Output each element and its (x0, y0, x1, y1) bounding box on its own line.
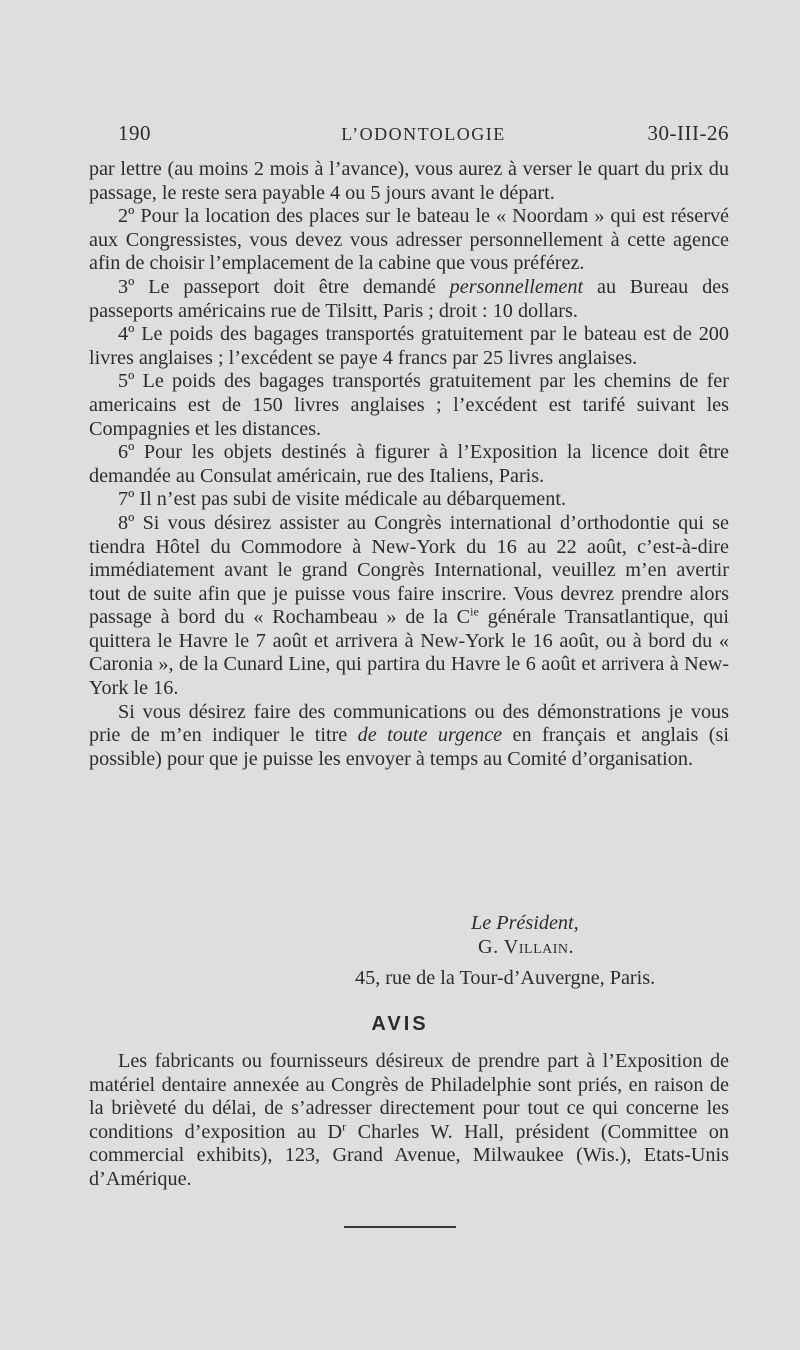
paragraph-item-2: 2º Pour la location des places sur le bateau le « Noordam » qui est réservé aux Congressistes, vous devez vous adresser personnellement à cette agence afin de choisir l’emplacement de la cabine que vous préférez. (89, 205, 729, 275)
paragraph-item-3-text-b: au Bureau des passeports américains rue de Tilsitt, Paris ; droit : 10 dollars. (89, 275, 729, 322)
emphasis-urgence: de toute urgence (357, 724, 503, 747)
signature-title (89, 911, 729, 935)
avis-heading: AVIS (371, 1013, 429, 1035)
paragraph-item-8-text-a: 8º Si vous désirez assister au Congrès international d’orthodontie qui se tiendra Hôtel du Commodore à New-York du 16 au 22 août, c’est-à-dire immédiatement avant le grand Congrès International, veuillez m’en avertir tout de suite afin que je puisse vous faire inscrire. Vous devrez prendre alors passage à bord du « Rochambeau » de la C (89, 511, 729, 629)
paragraph-item-7: 7º Il n’est pas subi de visite médicale au débarquement. (118, 488, 566, 511)
signature-name (89, 935, 729, 959)
signature-address: 45, rue de la Tour-d’Auvergne, Paris. (355, 967, 656, 989)
paragraph-item-3 (89, 276, 729, 323)
issue-date: 30-III-26 (647, 121, 729, 145)
avis-text-a: Les fabricants ou fournisseurs désireux de prendre part à l’Exposition de matériel dentaire annexée au Congrès de Philadelphie sont priés, en raison de la brièveté du délai, de s’adresser directement pour tout ce qui concerne les conditions d’exposition au D (89, 1050, 729, 1143)
avis-body (89, 1050, 729, 1192)
paragraph-continuation: par lettre (au moins 2 mois à l’avance), vous aurez à verser le quart du prix du passage, le reste sera payable 4 ou 5 jours avant le départ. (89, 158, 729, 204)
paragraph-item-8 (89, 512, 729, 701)
closing-rule (344, 1226, 456, 1228)
running-header (118, 121, 729, 149)
paragraph-item-4: 4º Le poids des bagages transportés gratuitement par le bateau est de 200 livres anglaises ; l’excédent se paye 4 francs par 25 livres anglaises. (89, 323, 729, 369)
signature-title-text: Le Président, (471, 912, 579, 934)
paragraph-item-3-text-a: 3º Le passeport doit être demandé (118, 275, 450, 298)
paragraph-communications (89, 701, 729, 772)
superscript-r: r (342, 1119, 347, 1134)
paragraph-communications-text-a: Si vous désirez faire des communications ou des démonstrations je vous prie de m’en indiquer le titre (89, 700, 729, 747)
emphasis-personnellement: personnellement (449, 275, 584, 298)
avis-text-b: Charles W. Hall, président (Committee on commercial exhibits), 123, Grand Avenue, Milwaukee (Wis.), Etats-Unis d’Amérique. (89, 1120, 729, 1190)
page-number: 190 (118, 121, 151, 145)
paragraph-communications-text-b: en français et anglais (si possible) pour que je puisse les envoyer à temps au Comité d’organisation. (89, 724, 729, 770)
signature-name-text: G. Villain. (478, 936, 575, 958)
letter-body (89, 158, 729, 771)
paragraph-item-6: 6º Pour les objets destinés à figurer à l’Exposition la licence doit être demandée au Consulat américain, rue des Italiens, Paris. (89, 441, 729, 487)
avis-paragraph (89, 1050, 729, 1192)
paragraph-item-5: 5º Le poids des bagages transportés gratuitement par les chemins de fer americains est de 150 livres anglaises ; l’excédent est tarifé suivant les Compagnies et les distances. (89, 370, 729, 440)
paragraph-item-8-text-b: générale Transatlantique, qui quittera le Havre le 7 août et arrivera à New-York le 16 août, ou à bord du « Caronia », de la Cunard Line, qui partira du Havre le 6 août et arrivera à New-York le 16. (89, 606, 729, 700)
running-title: L’ODONTOLOGIE (341, 124, 506, 144)
superscript-ie: ie (470, 604, 479, 619)
